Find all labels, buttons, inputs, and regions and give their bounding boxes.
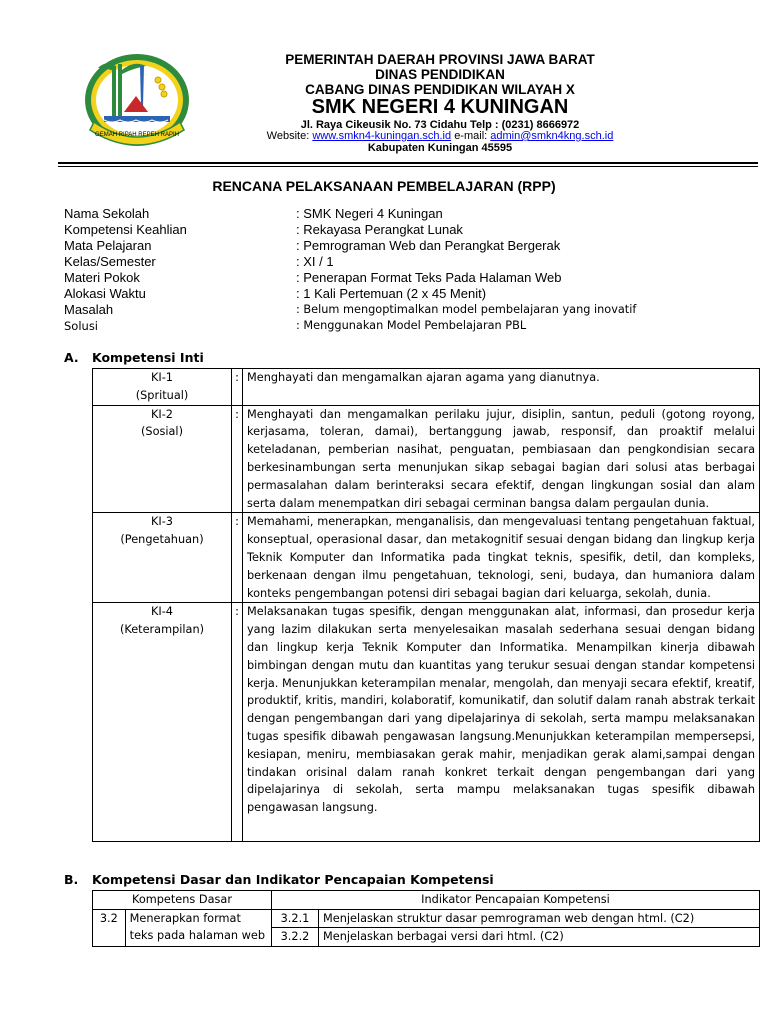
identity-key: Mata Pelajaran [64, 238, 152, 253]
header-divider-thin [58, 166, 758, 167]
identity-key: Kelas/Semester [64, 254, 156, 269]
identity-row [64, 270, 754, 286]
ki-separator: : [232, 369, 243, 406]
section-title: Kompetensi Dasar dan Indikator Pencapaian Kompetensi [92, 872, 494, 887]
indicator-number: 3.2.1 [272, 909, 319, 928]
identity-row [64, 254, 754, 270]
kd-table [92, 890, 760, 947]
ki-separator: : [232, 513, 243, 603]
provincial-logo [82, 50, 192, 150]
ki-code: KI-2 [150, 407, 173, 421]
table-row [93, 513, 760, 603]
ki-description: Melaksanakan tugas spesifik, dengan menggunakan alat, informasi, dan prosedur kerja yang lazim dilakukan serta menyelesaikan masalah sederhana sesuai dengan bidang dan lingkup kerja Teknik Komputer dan Informatika. Menampilkan kinerja dibawah bimbingan dengan mutu dan kuantitas yang terukur sesuai dengan standar kompetensi kerja. Menunjukkan keterampilan menalar, mengolah, dan menyaji secara efektif, kreatif, produktif, kritis, mandiri, kolaboratif, komunikatif, dan solutif dalam ranah abstrak terkait dengan pengembangan dari yang dipelajarinya di sekolah, serta mampu melaksanakan tugas spesifik dibawah pengawasan langsung.Menunjukkan keterampilan mempersepsi, kesiapan, meniru, membiasakan gerak mahir, menjadikan gerak alami,sampai dengan tindakan orisinal dalam ranah konkret terkait dengan pengembangan dari yang dipelajarinya di sekolah, serta mampu melaksanakan tugas spesifik dibawah pengawasan langsung. [243, 603, 760, 842]
ipk-header: Indikator Pencapaian Kompetensi [272, 891, 760, 910]
kd-header: Kompetens Dasar [93, 891, 272, 910]
header-branch: CABANG DINAS PENDIDIKAN WILAYAH X [305, 82, 575, 97]
identity-row [64, 222, 754, 238]
document-title: RENCANA PELAKSANAAN PEMBELAJARAN (RPP) [212, 178, 556, 194]
table-row [93, 603, 760, 842]
identity-key: Nama Sekolah [64, 206, 150, 221]
ki-label: (Keterampilan) [119, 623, 205, 637]
header-contact [205, 129, 675, 143]
ki-code-cell [93, 513, 232, 603]
table-header-row [93, 891, 760, 910]
section-number: A. [64, 350, 79, 365]
identity-value: : 1 Kali Pertemuan (2 x 45 Menit) [296, 286, 487, 301]
indicator-description: Menjelaskan struktur dasar pemrograman web dengan html. (C2) [319, 909, 760, 928]
ki-description: Menghayati dan mengamalkan ajaran agama yang dianutnya. [243, 369, 760, 406]
header-department: DINAS PENDIDIKAN [375, 67, 505, 82]
ki-code: KI-4 [150, 605, 173, 619]
ki-label: (Spritual) [135, 388, 189, 402]
ki-code-cell [93, 603, 232, 842]
ki-description: Memahami, menerapkan, menganalisis, dan mengevaluasi tentang pengetahuan faktual, konseptual, operasional dasar, dan metakognitif sesuai dengan bidang dan lingkup kerja Teknik Komputer dan Informatika pada tingkat teknis, spesifik, detil, dan kompleks, berkenaan dengan ilmu pengetahuan, teknologi, seni, budaya, dan humaniora dalam konteks pengembangan potensi diri sebagai bagian dari keluarga, sekolah, dunia. [243, 513, 760, 603]
website-link[interactable]: www.smkn4-kuningan.sch.id [312, 130, 452, 142]
identity-value: : Penerapan Format Teks Pada Halaman Web [296, 270, 562, 285]
header-school-name: SMK NEGERI 4 KUNINGAN [311, 96, 569, 118]
identity-value: : SMK Negeri 4 Kuningan [296, 206, 443, 221]
header-divider-thick [58, 162, 758, 164]
identity-row [64, 238, 754, 254]
ki-label: (Sosial) [141, 425, 183, 439]
ki-code: KI-1 [150, 371, 173, 384]
identity-row [64, 286, 754, 302]
kd-description: Menerapkan format teks pada halaman web [125, 909, 271, 946]
svg-text:GEMAH RIPAH REPEH RAPIH: GEMAH RIPAH REPEH RAPIH [95, 132, 179, 138]
section-b-heading [64, 872, 664, 888]
identity-key: Solusi [64, 319, 99, 333]
identity-value: : Belum mengoptimalkan model pembelajaran yang inovatif [296, 303, 637, 316]
indicator-description: Menjelaskan berbagai versi dari html. (C2) [319, 928, 760, 947]
table-row [93, 405, 760, 513]
identity-value: : XI / 1 [296, 254, 334, 269]
identity-key: Kompetensi Keahlian [64, 222, 187, 237]
identity-value: : Menggunakan Model Pembelajaran PBL [296, 319, 527, 332]
section-a-heading [64, 350, 464, 366]
identity-key: Alokasi Waktu [64, 286, 146, 301]
email-label: e-mail: [454, 130, 488, 142]
identity-row [64, 206, 754, 222]
table-row [93, 909, 760, 928]
kd-number: 3.2 [93, 909, 126, 946]
ki-label: (Pengetahuan) [120, 533, 204, 547]
header-government: PEMERINTAH DAERAH PROVINSI JAWA BARAT [285, 52, 595, 67]
ki-description: Menghayati dan mengamalkan perilaku jujur, disiplin, santun, peduli (gotong royong, kerjasama, toleran, damai), bertanggung jawab, responsif, dan proaktif melalui keteladanan, pemberian nasihat, penguatan, pembiasaan dan pengkondisian secara berkesinambungan serta menunjukan sikap sebagai bagian dari solusi atas berbagai permasalahan dalam berinteraksi secara efektif, dengan lingkungan sosial dan alam serta dalam menempatkan diri sebagai cerminan bangsa dalam pergaulan dunia. [243, 405, 760, 513]
section-number: B. [64, 872, 79, 887]
ki-code-cell [93, 405, 232, 513]
ki-separator: : [232, 603, 243, 842]
section-title: Kompetensi Inti [92, 350, 204, 365]
identity-row [64, 318, 754, 334]
ki-separator: : [232, 405, 243, 513]
identity-value: : Pemrograman Web dan Perangkat Bergerak [296, 238, 561, 253]
identity-value: : Rekayasa Perangkat Lunak [296, 222, 463, 237]
email-link[interactable]: admin@smkn4kng.sch.id [490, 130, 614, 142]
identity-key: Materi Pokok [64, 270, 140, 285]
ki-code: KI-3 [150, 515, 173, 529]
ki-code-cell [93, 369, 232, 406]
ki-table [92, 368, 760, 842]
indicator-number: 3.2.2 [272, 928, 319, 947]
identity-row [64, 302, 754, 318]
website-label: Website: [266, 130, 310, 142]
header-address: Jl. Raya Cikeusik No. 73 Cidahu Telp : (0231) 8666972 [300, 119, 580, 131]
table-row [93, 369, 760, 406]
identity-key: Masalah [64, 302, 114, 317]
header-city: Kabupaten Kuningan 45595 [367, 142, 513, 154]
